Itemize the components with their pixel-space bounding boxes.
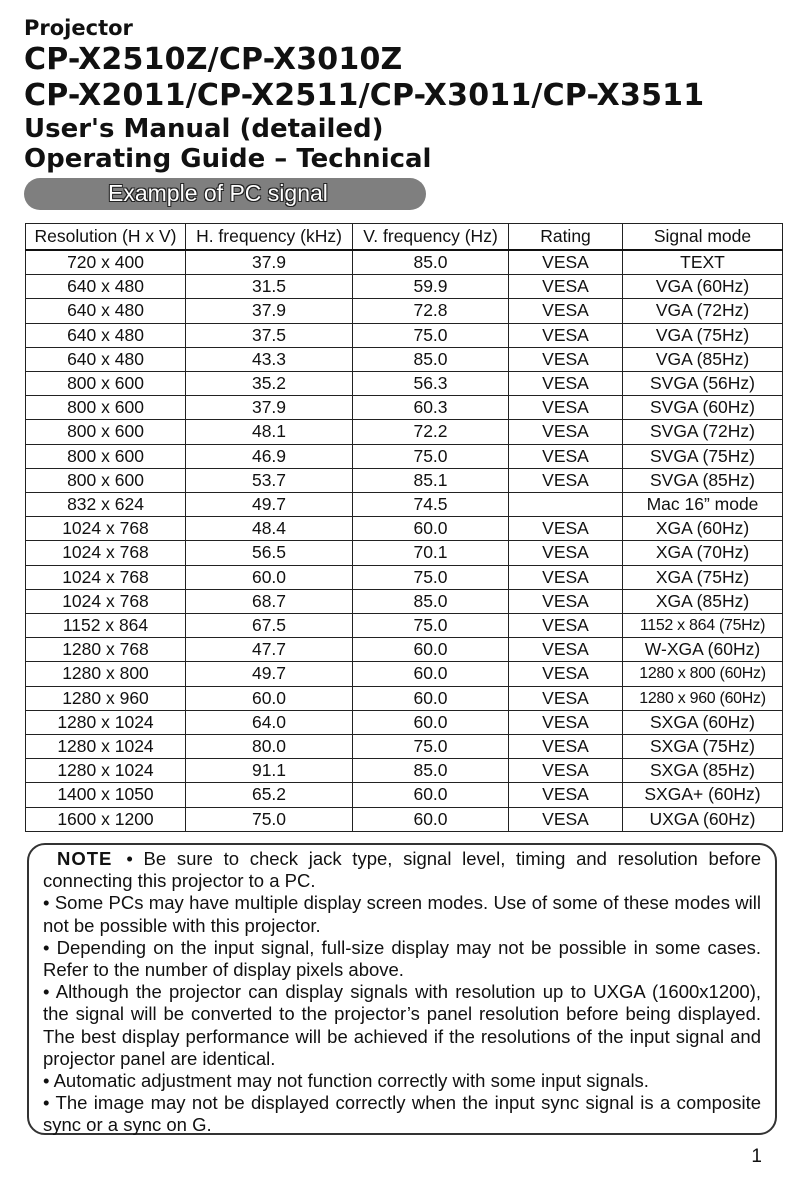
cell-signal-mode: XGA (60Hz) <box>623 517 783 541</box>
cell-rating: VESA <box>509 541 623 565</box>
cell-h-frequency: 46.9 <box>186 444 353 468</box>
cell-h-frequency: 49.7 <box>186 662 353 686</box>
table-row <box>26 250 783 275</box>
cell-rating: VESA <box>509 565 623 589</box>
cell-h-frequency: 91.1 <box>186 759 353 783</box>
cell-rating: VESA <box>509 662 623 686</box>
cell-rating: VESA <box>509 444 623 468</box>
cell-v-frequency: 60.0 <box>353 807 509 831</box>
note-item: NOTE • Be sure to check jack type, signal level, timing and resolution before connecting this projector to a PC. <box>43 848 761 892</box>
cell-rating: VESA <box>509 347 623 371</box>
cell-v-frequency: 56.3 <box>353 372 509 396</box>
cell-v-frequency: 75.0 <box>353 614 509 638</box>
table-row <box>26 347 783 371</box>
cell-resolution: 1600 x 1200 <box>26 807 186 831</box>
table-row <box>26 275 783 299</box>
table-row <box>26 565 783 589</box>
cell-signal-mode: SVGA (75Hz) <box>623 444 783 468</box>
cell-h-frequency: 43.3 <box>186 347 353 371</box>
cell-h-frequency: 37.5 <box>186 323 353 347</box>
cell-rating: VESA <box>509 807 623 831</box>
cell-signal-mode: Mac 16” mode <box>623 493 783 517</box>
cell-rating: VESA <box>509 759 623 783</box>
note-item: • Although the projector can display signals with resolution up to UXGA (1600x1200), the signal will be converted to the projector’s panel resolution before being displayed. The best display performance will be achieved if the resolutions of the input signal and projector panel are identical. <box>43 981 761 1069</box>
cell-v-frequency: 60.0 <box>353 638 509 662</box>
cell-h-frequency: 67.5 <box>186 614 353 638</box>
note-label: NOTE <box>57 848 113 869</box>
table-row <box>26 444 783 468</box>
cell-signal-mode: SXGA+ (60Hz) <box>623 783 783 807</box>
cell-h-frequency: 75.0 <box>186 807 353 831</box>
cell-resolution: 800 x 600 <box>26 396 186 420</box>
cell-signal-mode: SXGA (85Hz) <box>623 759 783 783</box>
table-body <box>26 250 783 831</box>
document-header <box>24 14 704 174</box>
cell-h-frequency: 49.7 <box>186 493 353 517</box>
cell-resolution: 832 x 624 <box>26 493 186 517</box>
cell-resolution: 1024 x 768 <box>26 565 186 589</box>
cell-h-frequency: 65.2 <box>186 783 353 807</box>
cell-v-frequency: 75.0 <box>353 323 509 347</box>
cell-resolution: 1280 x 1024 <box>26 710 186 734</box>
cell-h-frequency: 37.9 <box>186 250 353 275</box>
cell-v-frequency: 60.0 <box>353 686 509 710</box>
table-row <box>26 783 783 807</box>
cell-resolution: 1280 x 960 <box>26 686 186 710</box>
cell-signal-mode: UXGA (60Hz) <box>623 807 783 831</box>
cell-v-frequency: 59.9 <box>353 275 509 299</box>
cell-signal-mode: 1280 x 800 (60Hz) <box>623 662 783 686</box>
cell-resolution: 1024 x 768 <box>26 541 186 565</box>
table-header-row <box>26 224 783 251</box>
section-title: Example of PC signal <box>108 180 328 206</box>
cell-resolution: 800 x 600 <box>26 372 186 396</box>
table-row <box>26 299 783 323</box>
cell-rating: VESA <box>509 299 623 323</box>
cell-h-frequency: 68.7 <box>186 589 353 613</box>
cell-signal-mode: 1280 x 960 (60Hz) <box>623 686 783 710</box>
cell-rating: VESA <box>509 710 623 734</box>
cell-rating <box>509 493 623 517</box>
cell-signal-mode: 1152 x 864 (75Hz) <box>623 614 783 638</box>
cell-signal-mode: VGA (72Hz) <box>623 299 783 323</box>
cell-v-frequency: 60.3 <box>353 396 509 420</box>
table-row <box>26 710 783 734</box>
note-item: • Some PCs may have multiple display screen modes. Use of some of these modes will not be possible with this projector. <box>43 892 761 936</box>
cell-h-frequency: 56.5 <box>186 541 353 565</box>
cell-rating: VESA <box>509 517 623 541</box>
cell-v-frequency: 75.0 <box>353 565 509 589</box>
cell-h-frequency: 80.0 <box>186 735 353 759</box>
cell-signal-mode: SVGA (56Hz) <box>623 372 783 396</box>
column-header-rating: Rating <box>509 224 623 251</box>
cell-resolution: 720 x 400 <box>26 250 186 275</box>
cell-resolution: 1024 x 768 <box>26 517 186 541</box>
note-item: • Depending on the input signal, full-size display may not be possible in some cases. Refer to the number of display pixels above. <box>43 936 761 981</box>
cell-v-frequency: 70.1 <box>353 541 509 565</box>
cell-signal-mode: SVGA (60Hz) <box>623 396 783 420</box>
note-box <box>27 843 777 1135</box>
cell-v-frequency: 85.0 <box>353 589 509 613</box>
cell-signal-mode: SXGA (60Hz) <box>623 710 783 734</box>
cell-signal-mode: TEXT <box>623 250 783 275</box>
cell-v-frequency: 85.1 <box>353 468 509 492</box>
cell-resolution: 640 x 480 <box>26 299 186 323</box>
model-line-1: CP-X2510Z/CP-X3010Z <box>24 42 403 77</box>
table-row <box>26 807 783 831</box>
model-line-2: CP-X2011/CP-X2511/CP-X3011/CP-X3511 <box>24 78 705 113</box>
cell-resolution: 1280 x 800 <box>26 662 186 686</box>
cell-rating: VESA <box>509 420 623 444</box>
column-header-v-frequency: V. frequency (Hz) <box>353 224 509 251</box>
cell-h-frequency: 47.7 <box>186 638 353 662</box>
cell-rating: VESA <box>509 468 623 492</box>
cell-signal-mode: SVGA (72Hz) <box>623 420 783 444</box>
table-row <box>26 759 783 783</box>
page-number: 1 <box>751 1146 762 1167</box>
column-header-resolution: Resolution (H x V) <box>26 224 186 251</box>
cell-resolution: 1280 x 768 <box>26 638 186 662</box>
cell-h-frequency: 31.5 <box>186 275 353 299</box>
cell-rating: VESA <box>509 614 623 638</box>
table-row <box>26 517 783 541</box>
cell-h-frequency: 60.0 <box>186 686 353 710</box>
cell-v-frequency: 85.0 <box>353 347 509 371</box>
cell-resolution: 800 x 600 <box>26 468 186 492</box>
cell-signal-mode: VGA (75Hz) <box>623 323 783 347</box>
cell-h-frequency: 53.7 <box>186 468 353 492</box>
cell-resolution: 1024 x 768 <box>26 589 186 613</box>
table-row <box>26 372 783 396</box>
column-header-h-frequency: H. frequency (kHz) <box>186 224 353 251</box>
section-title-banner <box>24 178 426 210</box>
cell-h-frequency: 37.9 <box>186 396 353 420</box>
cell-signal-mode: XGA (85Hz) <box>623 589 783 613</box>
cell-signal-mode: SXGA (75Hz) <box>623 735 783 759</box>
cell-rating: VESA <box>509 783 623 807</box>
cell-resolution: 640 x 480 <box>26 323 186 347</box>
cell-h-frequency: 48.1 <box>186 420 353 444</box>
table-row <box>26 468 783 492</box>
cell-v-frequency: 85.0 <box>353 759 509 783</box>
cell-rating: VESA <box>509 686 623 710</box>
cell-rating: VESA <box>509 323 623 347</box>
table-row <box>26 614 783 638</box>
manual-title: User's Manual (detailed) <box>24 114 384 144</box>
cell-resolution: 1280 x 1024 <box>26 759 186 783</box>
table-row <box>26 541 783 565</box>
cell-rating: VESA <box>509 589 623 613</box>
cell-resolution: 800 x 600 <box>26 444 186 468</box>
cell-v-frequency: 72.8 <box>353 299 509 323</box>
cell-v-frequency: 60.0 <box>353 783 509 807</box>
cell-rating: VESA <box>509 638 623 662</box>
product-category: Projector <box>24 16 133 40</box>
cell-v-frequency: 60.0 <box>353 662 509 686</box>
cell-resolution: 1152 x 864 <box>26 614 186 638</box>
cell-signal-mode: XGA (75Hz) <box>623 565 783 589</box>
cell-rating: VESA <box>509 372 623 396</box>
cell-rating: VESA <box>509 396 623 420</box>
cell-signal-mode: VGA (60Hz) <box>623 275 783 299</box>
table-row <box>26 396 783 420</box>
cell-signal-mode: W-XGA (60Hz) <box>623 638 783 662</box>
cell-h-frequency: 37.9 <box>186 299 353 323</box>
table-row <box>26 686 783 710</box>
cell-v-frequency: 60.0 <box>353 710 509 734</box>
table-row <box>26 638 783 662</box>
cell-rating: VESA <box>509 250 623 275</box>
cell-h-frequency: 35.2 <box>186 372 353 396</box>
note-item: • The image may not be displayed correctly when the input sync signal is a composite sync or a sync on G. <box>43 1092 761 1136</box>
cell-v-frequency: 72.2 <box>353 420 509 444</box>
cell-signal-mode: SVGA (85Hz) <box>623 468 783 492</box>
note-item: • Automatic adjustment may not function correctly with some input signals. <box>43 1070 649 1092</box>
cell-v-frequency: 75.0 <box>353 444 509 468</box>
table-row <box>26 420 783 444</box>
cell-signal-mode: XGA (70Hz) <box>623 541 783 565</box>
cell-v-frequency: 74.5 <box>353 493 509 517</box>
cell-resolution: 1280 x 1024 <box>26 735 186 759</box>
cell-v-frequency: 60.0 <box>353 517 509 541</box>
manual-subtitle: Operating Guide – Technical <box>24 144 432 174</box>
cell-h-frequency: 64.0 <box>186 710 353 734</box>
cell-v-frequency: 75.0 <box>353 735 509 759</box>
cell-v-frequency: 85.0 <box>353 250 509 275</box>
table-row <box>26 493 783 517</box>
pc-signal-table <box>25 223 783 832</box>
cell-h-frequency: 48.4 <box>186 517 353 541</box>
cell-h-frequency: 60.0 <box>186 565 353 589</box>
cell-resolution: 640 x 480 <box>26 275 186 299</box>
cell-resolution: 1400 x 1050 <box>26 783 186 807</box>
cell-signal-mode: VGA (85Hz) <box>623 347 783 371</box>
table-row <box>26 589 783 613</box>
table-row <box>26 662 783 686</box>
table-row <box>26 735 783 759</box>
column-header-signal-mode: Signal mode <box>623 224 783 251</box>
cell-resolution: 640 x 480 <box>26 347 186 371</box>
cell-rating: VESA <box>509 735 623 759</box>
table-row <box>26 323 783 347</box>
cell-resolution: 800 x 600 <box>26 420 186 444</box>
cell-rating: VESA <box>509 275 623 299</box>
